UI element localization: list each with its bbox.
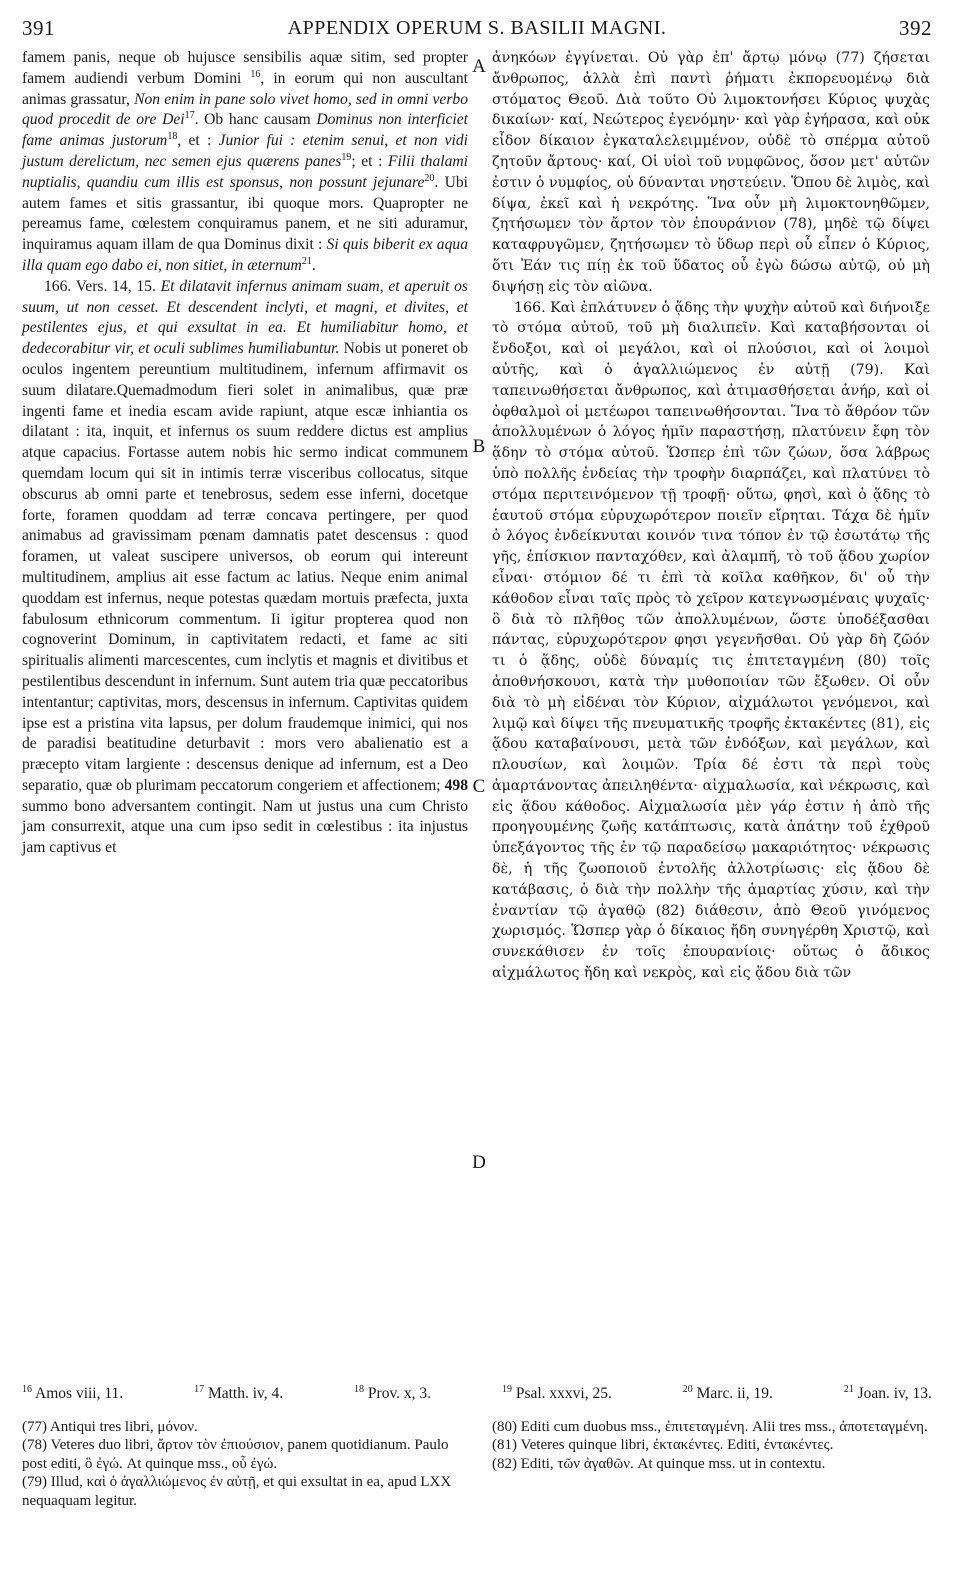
column-number: 498 (444, 776, 468, 794)
page-header (22, 10, 932, 46)
footnote-ref: 18 (167, 131, 178, 142)
running-title: APPENDIX OPERUM S. BASILII MAGNI. (287, 16, 667, 39)
footnote-ref: 20 (424, 172, 435, 184)
verse-quote: Et dilatavit infernus animam suam, et aperuit os suum, ut non cesset. Et descendent inclyti, et magni, et divites, et pestilentes ejus, et qui exsultat in ea. Et humiliabitur homo, et dedecorabitur vir, et oculi sublimes humiliabuntur. (22, 277, 468, 358)
scripture-references (22, 1385, 932, 1403)
margin-marker-a: A (472, 56, 486, 77)
footnote-ref: 16 (250, 68, 261, 80)
textual-note: (82) Editi, τῶν ἀγαθῶν. At quinque mss. ut in contextu. (492, 1455, 826, 1472)
scripture-quote: Si quis biberit ex aqua illa quam ego dabo ei, non sitiet, in æternum (22, 236, 468, 274)
greek-paragraph-1: ἀνηκόων ἐγγίνεται. Οὐ γὰρ ἐπ' ἄρτῳ μόνῳ (77) ζήσεται ἄνθρωπος, ἀλλὰ ἐπὶ παντὶ ῥήματι ἐκπορευομένῳ διὰ στόματος Θεοῦ. Διὰ τοῦτο Οὐ λιμοκτονήσει Κύριος ψυχὰς δικαίων· καί, Νεώτερος ἐγενόμην· καὶ γὰρ ἐγήρασα, καὶ οὐκ εἶδον δίκαιον ἐγκαταλελειμμένον, οὐδὲ τὸ σπέρμα αὐτοῦ ζητοῦν ἄρτους· καί, Οἱ υἱοὶ τοῦ νυμφῶνος, ὅσον μετ' αὐτῶν ἐστιν ὁ νυμφίος, οὐ δύνανται νηστεύειν. Ὅπου δὲ λιμὸς, καὶ δίψα, ἐκεῖ καὶ ἡ νεκρότης. Ἵνα οὖν μὴ λιμοκτονηθῶμεν, ζητήσωμεν τὸν ἄρτον τὸν ἐπουράνιον (78), μηδὲ τῷ δίψει καταφρυγῶμεν, ζητήσωμεν τὸ ὕδωρ περὶ οὗ εἶπεν ὁ Κύριος, ὅτι Ἐάν τις πίῃ ἐκ τοῦ ὕδατος οὗ ἐγὼ δώσω αὐτῷ, οὐ μὴ διψήσῃ εἰς τὸν αἰῶνα. (492, 50, 930, 295)
reference-item: $^{21}$ Joan. iv, 13. (843, 1383, 932, 1402)
textual-note: (79) Illud, καὶ ὁ ἀγαλλιώμενος ἐν αὐτῇ, et qui exsultat in ea, apud LXX nequaquam legitur. (22, 1474, 452, 1509)
latin-column (22, 48, 468, 859)
latin-paragraph-2: 166. Vers. 14, 15. Et dilatavit infernus animam suam, et aperuit os suum, ut non cesset. Et descendent inclyti, et magni, et divites, et pestilentes ejus, et qui exsultat in ea. Et humiliabitur homo, et dedecorabitur vir, et oculi sublimes humiliabuntur. Nobis ut poneret ob oculos ingentem pereuntium multitudinem, infernum affirmavit os suum dilatare.Quemadmodum fieri solet in animalibus, quæ præ ingenti fame et inedia escam avide rapiunt, atque escæ inhiantia os dilatant : ita, inquit, et infernus os suum reddere dictus est amplius atque capacius. Fortasse autem nobis hic sermo indicat communem quemdam locum qui sit in intimis terræ visceribus collocatus, sitque obscurus ab omni parte et tenebrosus, sedem esse inferni, docetque forte, foramen quoddam ad terræ concava pertingere, per quod animabus ad gravissimam pœnam damnatis patet descensus : quod foramen, ut valeat suscipere universos, ob eorum qui intereunt multitudinem, amplius ait esse factum ac latius. Neque enim animal quoddam est infernus, neque potestas quædam mortuis præfecta, juxta fabulosum ethnicorum commentum. Ii igitur propterea quod non cognoverint Dominum, in captivitatem redacti, et fame ac siti spiritualis alimenti marcescentes, cum inclytis et magnis et divitibus et pestilentibus descendunt in infernum. Sunt autem tria quæ peccatoribus intentantur; captivitas, mors, descensus in infernum. Captivitas quidem ipse est a pristina vita lapsus, per dolum fraudemque inimici, qui nos de paradisi beatitudine deturbavit : mors vero abalienatio est a præcepto vitam largiente : descensus denique ad infernum, est a Deo separatio, quæ ob plurimam peccatorum congeriem et affectionem; 498 summo bono adversantem contingit. Nam ut justus una cum Christo jam consurrexit, atque una cum ipso sedit in cœlestibus : ita injustus jam captivus et (22, 277, 469, 857)
left-page-number: 391 (22, 15, 55, 40)
scripture-quote: Dominus non interficiet fame animas justorum (22, 111, 468, 150)
reference-item: $^{18}$ Prov. x, 3. (354, 1383, 432, 1402)
greek-column (492, 48, 930, 984)
footnote-ref: 21 (301, 255, 312, 267)
textual-note: (80) Editi cum duobus mss., ἐπιτεταγμένη. Alii tres mss., ἀποτεταγμένη. (492, 1419, 928, 1435)
textual-notes-left (22, 1418, 462, 1510)
reference-item: $^{17}$ Matth. iv, 4. (194, 1383, 284, 1402)
reference-item: $^{19}$ Psal. xxxvi, 25. (501, 1383, 612, 1402)
margin-marker-c: C (472, 776, 486, 797)
greek-paragraph-2: 166. Καὶ ἐπλάτυνεν ὁ ᾅδης τὴν ψυχὴν αὐτοῦ καὶ διήνοιξε τὸ στόμα αὐτοῦ, τοῦ μὴ διαλιπεῖν. Καὶ καταβήσονται οἱ ἔνδοξοι, καὶ οἱ μεγάλοι, καὶ οἱ πλούσιοι, καὶ οἱ λοιμοὶ αὐτῆς, καὶ ὁ ἀγαλλιώμενος ἐν αὐτῇ (79). Καὶ ταπεινωθήσεται ἄνθρωπος, καὶ ἀτιμασθήσεται ἀνήρ, καὶ οἱ ὀφθαλμοὶ οἱ μετέωροι ταπεινωθήσονται. Ἵνα τὸ ἄθρόον τῶν ἀπολλυμένων ὁ λόγος ἡμῖν παραστήσῃ, πλατύνειν ἔφη τὸν ᾅδην τὸ στόμα αὐτοῦ. Ὥσπερ ἐπὶ τῶν ζώων, ὅσα λάβρως ὑπὸ πολλῆς ἐνδείας τὴν τροφὴν διαρπάζει, καὶ πλατύνει τὸ στόμα περιτεινόμενον τῇ τροφῇ· οὕτω, φησὶ, καὶ ὁ ᾅδης τὸ ἑαυτοῦ στόμα εὐρυχωρότερον ποιεῖν εἴρηται. Τάχα δὲ ἡμῖν ὁ λόγος ἐνδείκνυται κοινόν τινα τόπον ἐν τῷ ἐσωτάτῳ τῆς γῆς, ἐπίσκιον πανταχόθεν, καὶ ἀλαμπῆ, τὸ τοῦ ᾅδου χωρίον εἶναι· στόμιον δέ τι ἐπὶ τὰ κοῖλα καθῆκον, δι' οὗ τὴν κάθοδον εἶναι ταῖς πρὸς τὸ χεῖρον κατεγνωσμέναις ψυχαῖς· ὃ διὰ τὸ πλῆθος τῶν ἀπολλυμένων, ὥστε ὑποδέξασθαι πάντας, εὐρυχωρότερον φησι γεγενῆσθαι. Οὐ γὰρ δὴ ζῶόν τι ὁ ᾅδης, οὐδὲ δύναμίς τις ἐπιτεταγμένη (80) τοῖς ἀποθνήσκουσι, κατὰ τὴν μυθοποιίαν τῶν ἔξωθεν. Οἱ οὖν διὰ τὸ μὴ εἰδέναι τὸν Κύριον, αἰχμάλωτοι γενόμενοι, καὶ λιμῷ καὶ δίψει τῆς πνευματικῆς τροφῆς ἐκτακέντες (81), εἰς ᾅδου καταβαίνουσι, μετὰ τῶν ἐνδόξων, καὶ μεγάλων, καὶ πλουσίων, καὶ λοιμῶν. Τρία δέ ἐστι τὰ περὶ τοὺς ἁμαρτάνοντας ἀπειληθέντα· αἰχμαλωσία, καὶ νέκρωσις, καὶ εἰς ᾅδου κάθοδος. Αἰχμαλωσία μὲν γάρ ἐστιν ἡ ἀπὸ τῆς προηγουμένης ζωῆς κατάπτωσις, κατὰ ἀπάτην τοῦ ἐχθροῦ ὑπεξάγοντος τῆς ἐν τῷ παραδείσῳ μακαριότητος· νέκρωσις δὲ, ἡ τῆς ζωοποιοῦ ἐντολῆς ἀλλοτρίωσις· εἰς ᾅδου δὲ κατάβασις, ὁ διὰ τὴν πολλὴν τῆς ἁμαρτίας χύσιν, καὶ τὴν ἐναντίαν τῷ ἀγαθῷ (82) διάθεσιν, ἀπὸ Θεοῦ γινόμενος χωρισμός. Ὥσπερ γὰρ ὁ δίκαιος ἤδη συνηγέρθη Χριστῷ, καὶ συνεκάθισεν ἐν τοῖς ἐπουρανίοις· οὕτως ὁ ἄδικος αἰχμάλωτος ἤδη καὶ νεκρὸς, καὶ εἰς ᾅδου διὰ τῶν (492, 299, 930, 982)
latin-paragraph-1: famem panis, neque ob hujusce sensibilis aquæ sitim, sed propter famem audiendi verbum Domini $^{16}$, in eorum qui non auscultant animas grassatur, Non enim in pane solo vivet homo, sed in omni verbo quod procedit de ore Dei$^{17}$. Ob hanc causam Dominus non interficiet fame animas justorum$^{18}$, et : Junior fui : etenim senui, et non vidi justum derelictum, nec semen ejus quærens panes$^{19}$; et : Filii thalami nuptialis, quandiu cum illis est sponsus, non possunt jejunare$^{20}$. Ubi autem fames et sitis grassantur, ibi quoque mors. Quapropter ne pereamus fame, cœlestem conquiramus panem, et ne siti aduramur, inquiramus aquam illam de qua Dominus dixit : Si quis biberit ex aqua illa quam ego dabo ei, non sitiet, in æternum$^{21}$. (22, 49, 468, 274)
textual-notes-right (492, 1418, 930, 1473)
textual-note: (77) Antiqui tres libri, μόνον. (22, 1419, 198, 1435)
reference-item: $^{20}$ Marc. ii, 19. (682, 1383, 773, 1402)
scripture-quote: Non enim in pane solo vivet homo, sed in omni verbo quod procedit de ore Dei (22, 90, 468, 129)
footnote-ref: 19 (341, 151, 352, 163)
margin-marker-b: B (472, 436, 486, 457)
textual-note: (78) Veteres duo libri, ἄρτον τὸν ἐπιούσιον, panem quotidianum. Paulo post editi, ὃ ἐγώ. At quinque mss., οὗ ἐγώ. (22, 1437, 449, 1472)
scripture-quote: Filii thalami nuptialis, quandiu cum illis est sponsus, non possunt jejunare (22, 152, 468, 191)
right-page-number: 392 (899, 15, 932, 40)
reference-item: $^{16}$ Amos viii, 11. (22, 1383, 124, 1402)
footnote-ref: 17 (184, 110, 195, 122)
scripture-quote: Junior fui : etenim senui, et non vidi justum derelictum, nec semen ejus quærens panes (22, 132, 468, 170)
margin-marker-d: D (472, 1152, 486, 1173)
textual-note: (81) Veteres quinque libri, ἐκτακέντες. Editi, ἐντακέντες. (492, 1437, 834, 1454)
